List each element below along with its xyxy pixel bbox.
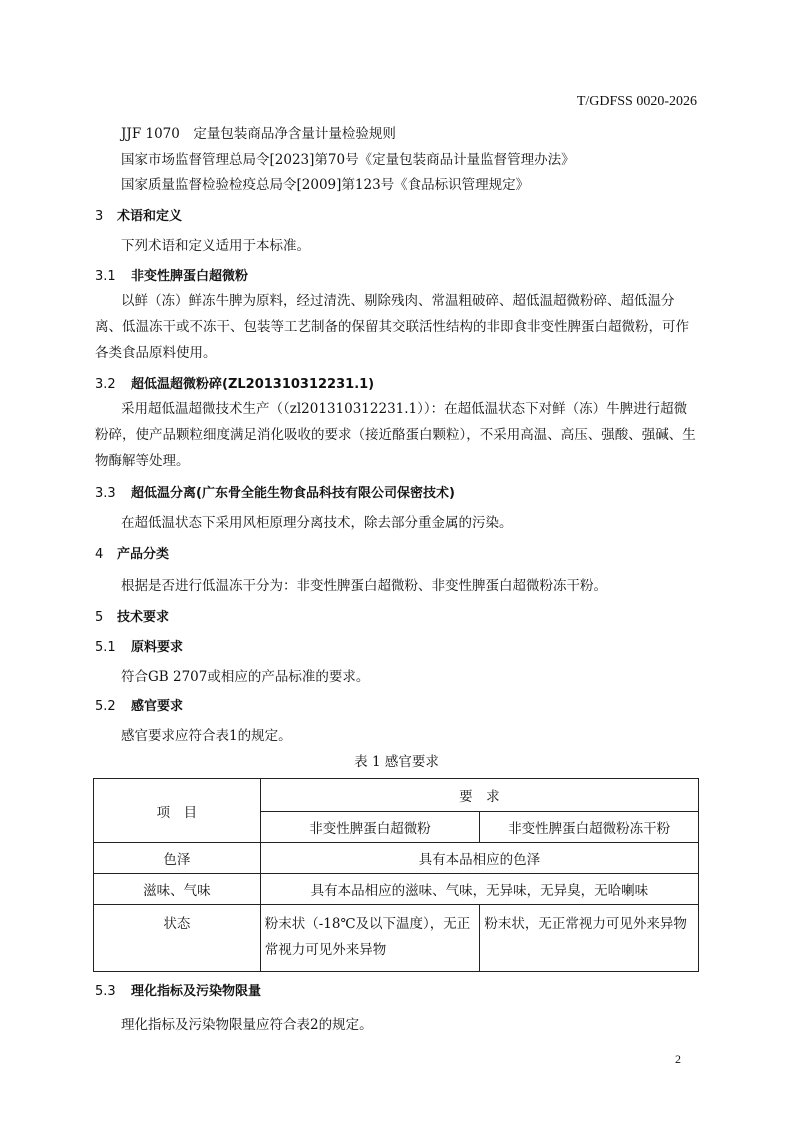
- section-title: 技术要求: [117, 610, 170, 625]
- reference-line: 国家市场监督管理总局令[2023]第70号《定量包装商品计量监督管理办法》: [121, 152, 575, 168]
- row-item: 色泽: [94, 843, 261, 874]
- table-row: [94, 843, 699, 874]
- row-value-powder: 粉末状（-18℃及以下温度），无正常视力可见外来异物: [260, 905, 480, 972]
- section-title: 感官要求: [131, 699, 184, 714]
- section-5-heading: [95, 606, 169, 625]
- header-item: 项 目: [94, 779, 261, 843]
- section-title: 超低温分离(广东骨全能生物食品科技有限公司保密技术): [131, 486, 455, 501]
- subheader-powder: 非变性脾蛋白超微粉: [260, 812, 480, 843]
- row-value: 具有本品相应的色泽: [260, 843, 698, 874]
- table-row: [94, 905, 699, 972]
- document-code: T/GDFSS 0020-2026: [576, 94, 697, 109]
- section-number: 5.3: [95, 984, 116, 999]
- section-title: 超低温超微粉碎(ZL201310312231.1): [131, 377, 375, 392]
- section-number: 3.2: [95, 377, 116, 392]
- reference-line: JJF 1070 定量包装商品净含量计量检验规则: [121, 126, 396, 142]
- subheader-freeze-dried: 非变性脾蛋白超微粉冻干粉: [480, 812, 699, 843]
- table-row: [94, 874, 699, 905]
- section-title: 产品分类: [117, 547, 170, 562]
- section-number: 5.1: [95, 640, 116, 655]
- reference-line: 国家质量监督检验检疫总局令[2009]第123号《食品标识管理规定》: [121, 177, 530, 193]
- header-requirement: 要 求: [260, 779, 698, 812]
- section-3-text: 下列术语和定义适用于本标准。: [121, 238, 310, 254]
- section-3-1-paragraph: 以鲜（冻）鲜冻牛脾为原料，经过清洗、剔除残肉、常温粗破碎、超低温超微粉碎、超低温分离、低温冻干或不冻干、包装等工艺制备的保留其交联活性结构的非即食非变性脾蛋白超微粉，可作各类食品原料使用。: [95, 293, 689, 361]
- section-5-3-text: 理化指标及污染物限量应符合表2的规定。: [121, 1017, 373, 1033]
- section-3-2-heading: [95, 373, 374, 392]
- page-number: 2: [675, 1052, 681, 1066]
- section-4-heading: [95, 543, 169, 562]
- section-3-1-heading: [95, 265, 248, 284]
- section-3-3-heading: [95, 482, 455, 501]
- section-title: 非变性脾蛋白超微粉: [131, 269, 249, 284]
- section-4-text: 根据是否进行低温冻干分为：非变性脾蛋白超微粉、非变性脾蛋白超微粉冻干粉。: [121, 578, 607, 594]
- row-item: 状态: [94, 905, 261, 972]
- section-5-1-heading: [95, 636, 183, 655]
- row-value: 具有本品相应的滋味、气味，无异味，无异臭，无哈喇味: [260, 874, 698, 905]
- section-number: 3.1: [95, 269, 116, 284]
- section-3-3-text: 在超低温状态下采用风柜原理分离技术，除去部分重金属的污染。: [121, 515, 513, 531]
- section-number: 5.2: [95, 699, 116, 714]
- section-3-2-paragraph: 采用超低温超微技术生产（（zl201310312231.1））：在超低温状态下对鲜（冻）牛脾进行超微粉碎，使产品颗粒细度满足消化吸收的要求（接近酪蛋白颗粒），不采用高温、高压、强酸、强碱、生物酶解等处理。: [95, 401, 696, 469]
- section-5-2-text: 感官要求应符合表1的规定。: [121, 728, 292, 744]
- table-1-caption: 表 1 感官要求: [354, 754, 439, 770]
- table-header-row: [94, 779, 699, 812]
- section-number: 5: [95, 610, 104, 625]
- section-title: 原料要求: [131, 640, 184, 655]
- row-value-freeze-dried: 粉末状，无正常视力可见外来异物: [480, 905, 699, 972]
- section-title: 理化指标及污染物限量: [131, 984, 262, 999]
- section-number: 3.3: [95, 486, 116, 501]
- section-number: 4: [95, 547, 104, 562]
- section-title: 术语和定义: [117, 209, 183, 224]
- sensory-requirements-table: [93, 778, 699, 972]
- row-item: 滋味、气味: [94, 874, 261, 905]
- section-3-heading: [95, 205, 182, 224]
- section-number: 3: [95, 209, 104, 224]
- section-5-1-text: 符合GB 2707或相应的产品标准的要求。: [121, 669, 370, 685]
- section-5-3-heading: [95, 980, 261, 999]
- section-5-2-heading: [95, 695, 183, 714]
